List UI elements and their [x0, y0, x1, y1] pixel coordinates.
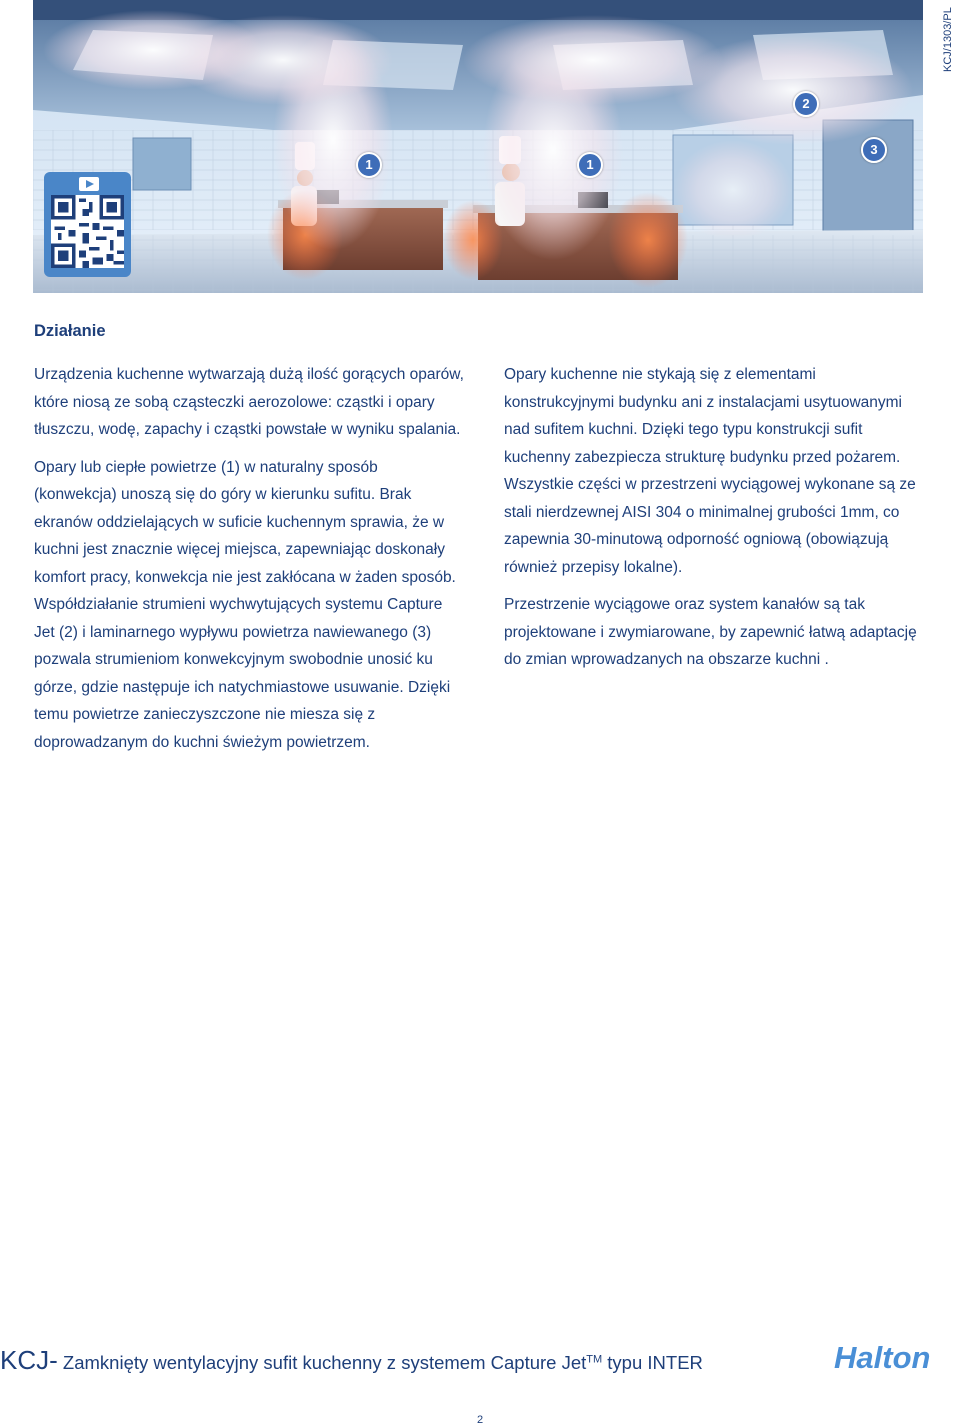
qr-code-icon[interactable] — [51, 195, 124, 268]
kitchen-scene — [33, 0, 923, 293]
qr-video-card[interactable] — [44, 172, 131, 277]
marker-convection-1: 1 — [356, 152, 382, 178]
kitchen-illustration — [33, 0, 923, 293]
marker-capture-jet-2: 2 — [793, 91, 819, 117]
paragraph: Opary lub ciepłe powietrze (1) w naturalny sposób (konwekcja) unoszą się do góry w kierunku sufitu. Brak ekranów oddzielających w suficie kuchennym sprawia, że w kuchni jest znacznie więcej miejsca, zapewniając doskonały komfort pracy, konwekcja nie jest zakłócana w żaden sposób. Współdziałanie strumieni wychwytujących systemu Capture Jet (2) i laminarnego wypływu powietrza nawiewanego (3) pozwala strumieniom konwekcyjnym swobodnie unosić ku górze, gdzie następuje ich natychmiastowe usuwanie. Dzięki temu powietrze zanieczyszczone nie miesza się z doprowadzanym do kuchni świeżym powietrzem. — [34, 458, 456, 751]
halton-logo — [832, 1340, 960, 1374]
product-code: KCJ- — [0, 1345, 58, 1375]
product-type: typu INTER — [602, 1352, 703, 1373]
play-icon[interactable] — [79, 177, 99, 191]
marker-supply-air-3: 3 — [861, 137, 887, 163]
trademark-mark: TM — [586, 1353, 603, 1366]
paragraph: Przestrzenie wyciągowe oraz system kanałów są tak projektowane i zwymiarowane, by zapewnić łatwą adaptację do zmian wprowadzanych na obszarze kuchni . — [504, 596, 917, 668]
paragraph: Urządzenia kuchenne wytwarzają dużą ilość gorących oparów, które niosą ze sobą cząsteczki aerozolowe: cząstki i opary tłuszczu, wodę, zapachy i cząstki powstałe w wyniku spalania. — [34, 366, 464, 438]
page-number: 2 — [476, 1414, 484, 1426]
logo-wordmark: Halton — [834, 1340, 931, 1374]
paragraph: Opary kuchenne nie stykają się z elementami konstrukcyjnymi budynku ani z instalacjami usytuowanymi nad sufitem kuchni. Dzięki tego typu konstrukcji sufit kuchenny zabezpiecza strukturę budynku przed pożarem. Wszystkie części w przestrzeni wyciągowej wykonane są ze stali nierdzewnej AISI 304 o minimalnej grubości 1mm, co zapewnia 30-minutową odporność ogniową (obowiązują również przepisy lokalne). — [504, 366, 916, 576]
product-name: Zamknięty wentylacyjny sufit kuchenny z systemem Capture Jet — [57, 1352, 587, 1373]
section-title: Działanie — [34, 322, 106, 340]
footer-product-title — [0, 1345, 703, 1376]
marker-convection-1b: 1 — [577, 152, 603, 178]
document-code: KCJ/1303/PL — [942, 7, 954, 72]
right-text-column — [504, 361, 924, 684]
left-text-column — [34, 361, 464, 766]
